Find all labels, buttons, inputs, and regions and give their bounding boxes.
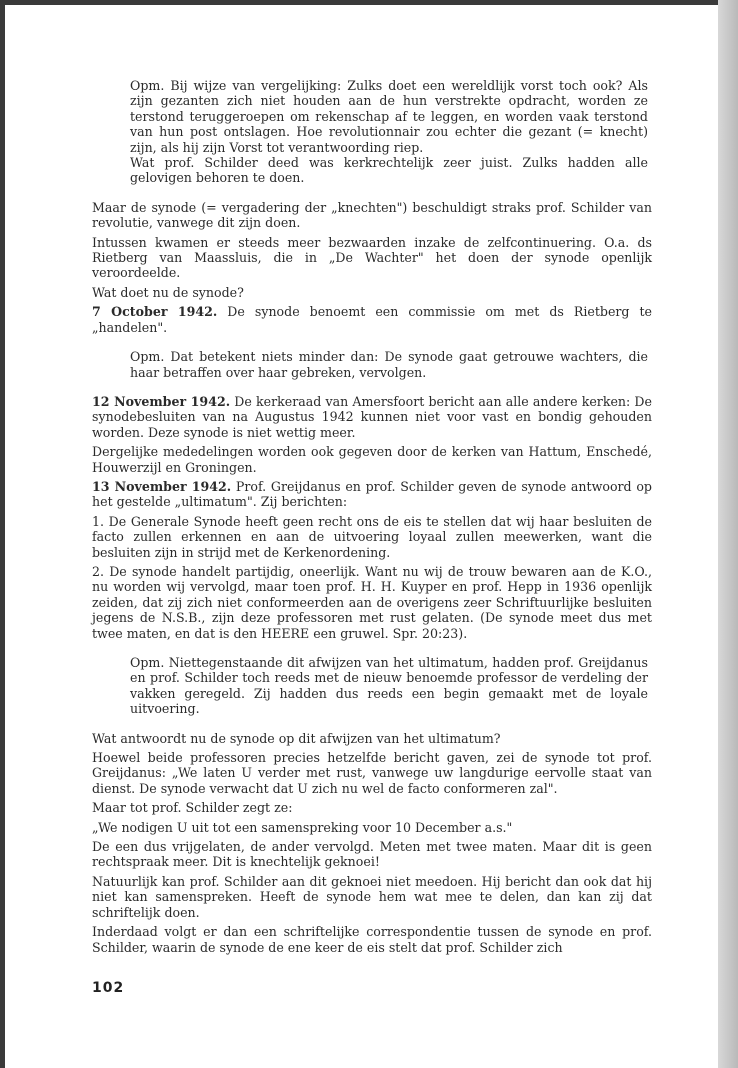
scan-right-margin (718, 0, 738, 1068)
paragraph-text: De synode benoemt een commissie om met ds Rietberg te „handelen". (92, 304, 653, 335)
quotation: „We nodigen U uit tot een samenspreking voor 10 December a.s." (92, 819, 513, 835)
paragraph: Inderdaad volgt er dan een schriftelijke correspondentie tussen de synode en prof. Schilder, waarin de synode de ene keer de eis stelt dat prof. Schilder zich (92, 924, 652, 955)
date-heading: 13 November 1942. (92, 478, 232, 494)
note-paragraph: Opm. Bij wijze van vergelijking: Zulks doet een wereldlijk vorst toch ook? Als zijn gezanten zich niet houden aan de hun verstrekte opdracht, worden ze terstond teruggeroepen om rekenschap af te leggen, en worden vaak terstond van hun post ontslagen. Hoe revolutionnair zou echter die gezant (= knecht) zijn, als hij zijn Vorst tot verantwoording riep. (130, 78, 648, 155)
paragraph: Hoewel beide professoren precies hetzelfde bericht gaven, zei de synode tot prof. Greijdanus: „We laten U verder met rust, vanwege uw langdurige eervolle staat van dienst. De synode verwacht dat U zich nu wel de facto conformeren zal". (92, 750, 652, 796)
note-paragraph: Wat prof. Schilder deed was kerkrechtelijk zeer juist. Zulks hadden alle gelovigen behoren te doen. (130, 155, 648, 186)
note-block-1 (130, 78, 648, 186)
list-item-2: 2. De synode handelt partijdig, oneerlijk. Want nu wij de trouw bewaren aan de K.O., nu worden wij vervolgd, maar toen prof. H. H. Kuyper en prof. Hepp in 1936 openlijk zeiden, dat zij zich niet conformeerden aan de overigens zeer Schriftuurlijke besluiten jegens de N.S.B., zijn deze professoren met rust gelaten. (De synode meet dus met twee maten, en dat is den HEERE een gruwel. Spr. 20:23). (92, 563, 652, 641)
paragraph: Maar de synode (= vergadering der „knechten") beschuldigt straks prof. Schilder van revolutie, vanwege dit zijn doen. (92, 199, 652, 231)
paragraph: Maar tot prof. Schilder zegt ze: (92, 800, 293, 816)
paragraph: Natuurlijk kan prof. Schilder aan dit geknoei niet meedoen. Hij bericht dan ook dat hij niet kan samenspreken. Heeft de synode hem wat mee te delen, dan kan zij dat schriftelijk doen. (92, 873, 652, 920)
scan-left-edge (0, 0, 5, 1068)
paragraph-text: De kerkeraad van Amersfoort bericht aan alle andere kerken: De synodebesluiten van na Augustus 1942 kunnen niet voor vast en bondig gehouden worden. Deze synode is niet wettig meer. (92, 393, 652, 440)
paragraph: De een dus vrijgelaten, de ander vervolgd. Meten met twee maten. Maar dit is geen rechtspraak meer. Dit is knechtelijk geknoei! (92, 839, 652, 870)
date-heading: 12 November 1942. (92, 393, 231, 409)
paragraph (92, 479, 652, 510)
note-paragraph: Opm. Niettegenstaande dit afwijzen van het ultimatum, hadden prof. Greijdanus en prof. Schilder toch reeds met de nieuw benoemde professor de verdeling der vakken geregeld. Zij hadden dus reeds een begin gemaakt met de loyale uitvoering. (130, 655, 648, 717)
paragraph-text: Prof. Greijdanus en prof. Schilder geven de synode antwoord op het gestelde „ultimatum". Zij berichten: (92, 478, 652, 510)
page-number: 102 (92, 980, 125, 996)
date-heading: 7 October 1942. (92, 304, 218, 320)
list-item-1: 1. De Generale Synode heeft geen recht ons de eis te stellen dat wij haar besluiten de facto zullen erkennen en aan de uitvoering loyaal zullen meewerken, want die besluiten zijn in strijd met de Kerkenordening. (92, 513, 652, 560)
note-block-2 (130, 349, 648, 380)
page-body (92, 78, 652, 959)
paragraph: Wat doet nu de synode? (92, 284, 244, 300)
paragraph (92, 394, 652, 440)
paragraph: Dergelijke mededelingen worden ook gegeven door de kerken van Hattum, Enschedé, Houwerzijl en Groningen. (92, 444, 652, 475)
note-paragraph: Opm. Dat betekent niets minder dan: De synode gaat getrouwe wachters, die haar betraffen over haar gebreken, vervolgen. (130, 349, 648, 380)
scan-top-edge (0, 0, 738, 5)
paragraph: Wat antwoordt nu de synode op dit afwijzen van het ultimatum? (92, 730, 501, 746)
paragraph: Intussen kwamen er steeds meer bezwaarden inzake de zelfcontinuering. O.a. ds Rietberg van Maassluis, die in „De Wachter" het doen der synode openlijk veroordeelde. (92, 234, 652, 281)
paragraph (92, 304, 652, 335)
note-block-3 (130, 655, 648, 717)
